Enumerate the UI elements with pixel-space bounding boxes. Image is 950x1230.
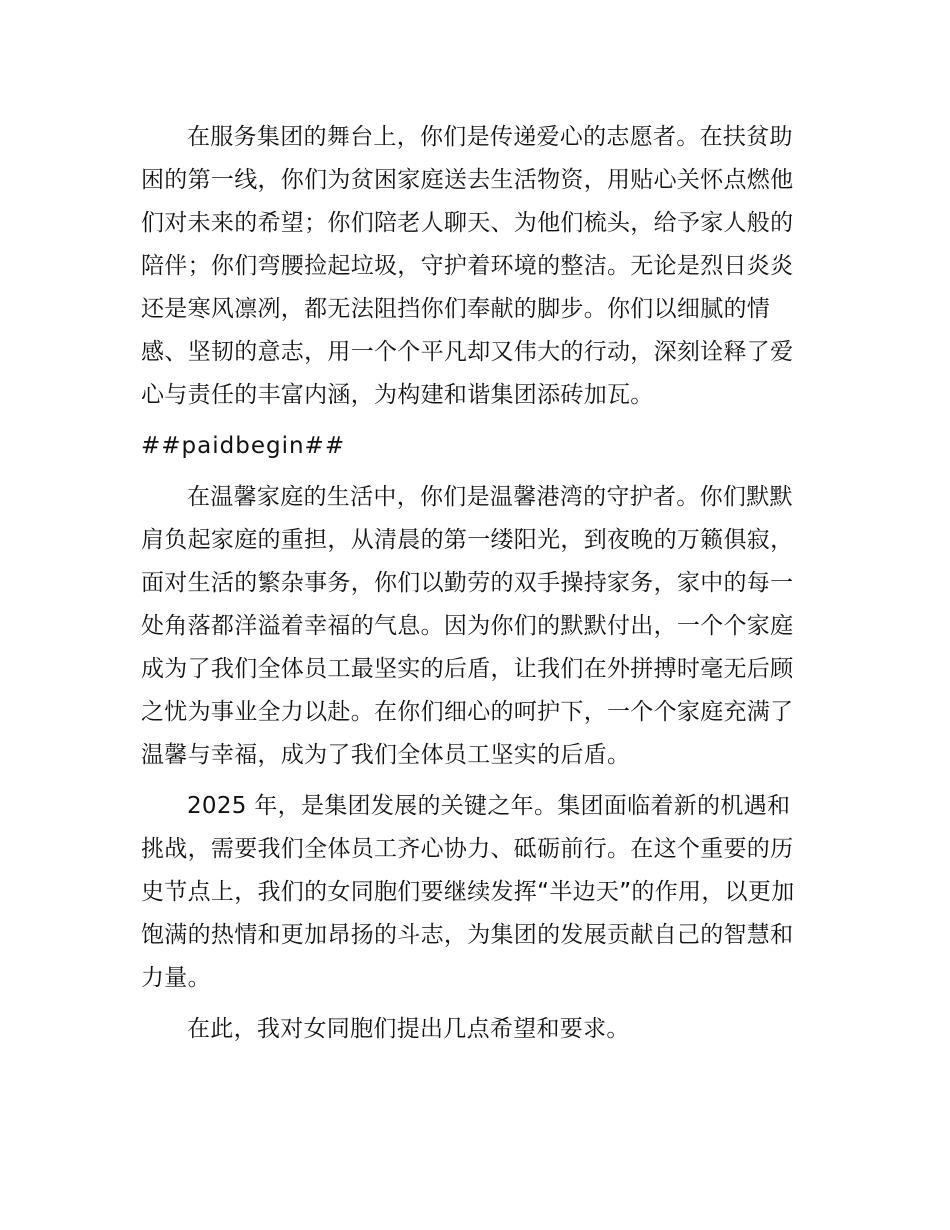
paragraph-family: 在温馨家庭的生活中，你们是温馨港湾的守护者。你们默默肩负起家庭的重担，从清晨的第一缕阳光，到夜晚的万籁俱寂，面对生活的繁杂事务，你们以勤劳的双手操持家务，家中的每一处角落都洋溢着幸福的气息。因为你们的默默付出，一个个家庭成为了我们全体员工最坚实的后盾，让我们在外拼搏时毫无后顾之忧为事业全力以赴。在你们细心的呵护下，一个个家庭充满了温馨与幸福，成为了我们全体员工坚实的后盾。 bbox=[141, 484, 794, 768]
paid-begin-marker: ##paidbegin## bbox=[141, 433, 346, 459]
document-body bbox=[141, 116, 813, 1059]
paragraph-hopes: 在此，我对女同胞们提出几点希望和要求。 bbox=[187, 1016, 630, 1042]
paragraph-2025: 2025 年，是集团发展的关键之年。集团面临着新的机遇和挑战，需要我们全体员工齐心协力、砥砺前行。在这个重要的历史节点上，我们的女同胞们要继续发挥“半边天”的作用，以更加饱满的热情和更加昂扬的斗志，为集团的发展贡献自己的智慧和力量。 bbox=[141, 793, 795, 991]
paragraph-volunteers: 在服务集团的舞台上，你们是传递爱心的志愿者。在扶贫助困的第一线，你们为贫困家庭送去生活物资，用贴心关怀点燃他们对未来的希望；你们陪老人聊天、为他们梳头，给予家人般的陪伴；你们弯腰捡起垃圾，守护着环境的整洁。无论是烈日炎炎还是寒风凛冽，都无法阻挡你们奉献的脚步。你们以细腻的情感、坚韧的意志，用一个个平凡却又伟大的行动，深刻诠释了爱心与责任的丰富内涵，为构建和谐集团添砖加瓦。 bbox=[141, 124, 794, 408]
